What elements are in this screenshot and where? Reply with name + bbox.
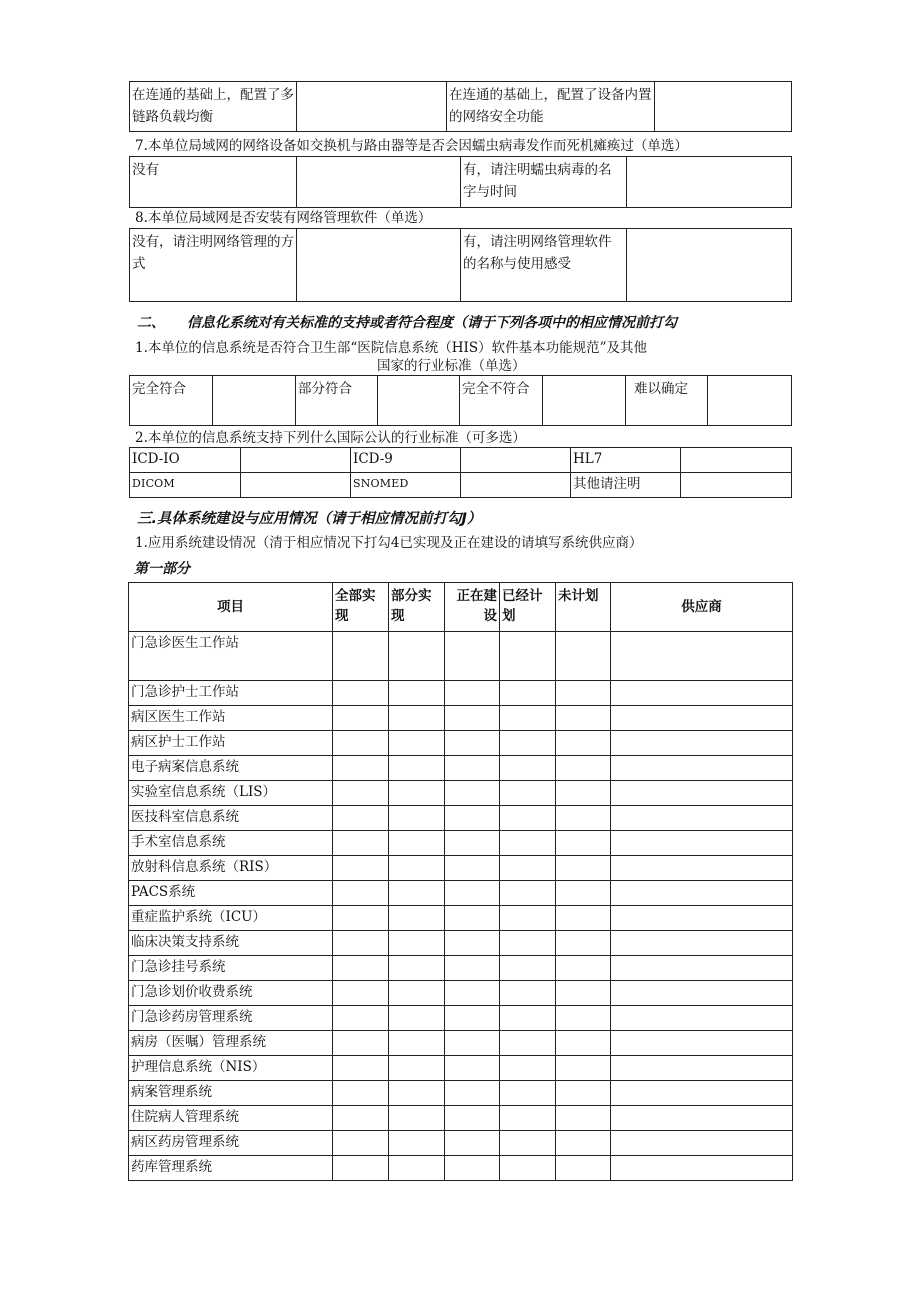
blank-cell[interactable] xyxy=(543,376,626,426)
check-cell-partial[interactable] xyxy=(389,681,445,706)
check-cell-planned[interactable] xyxy=(500,731,556,756)
vendor-cell[interactable] xyxy=(611,706,793,731)
vendor-cell[interactable] xyxy=(611,1006,793,1031)
system-name: 病区药房管理系统 xyxy=(129,1131,333,1156)
check-cell-building[interactable] xyxy=(445,1056,500,1081)
col-building: 正在建设 xyxy=(445,583,500,632)
table-row xyxy=(129,1006,793,1031)
check-cell-building[interactable] xyxy=(445,1106,500,1131)
check-cell-partial[interactable] xyxy=(389,1031,445,1056)
option-multi-link[interactable]: 在连通的基础上，配置了多链路负载均衡 xyxy=(130,82,297,132)
check-cell-unplanned[interactable] xyxy=(556,1031,611,1056)
check-cell-partial[interactable] xyxy=(389,1081,445,1106)
vendor-cell[interactable] xyxy=(611,1106,793,1131)
col-planned: 已经计划 xyxy=(500,583,556,632)
check-cell-unplanned[interactable] xyxy=(556,881,611,906)
q8-text: 8.本单位局域网是否安装有网络管理软件（单选） xyxy=(135,210,432,226)
check-cell-planned[interactable] xyxy=(500,681,556,706)
table-row xyxy=(129,1081,793,1106)
table-row xyxy=(129,831,793,856)
option-partial-comply[interactable]: 部分符合 xyxy=(296,376,378,426)
table-row xyxy=(129,806,793,831)
vendor-cell[interactable] xyxy=(611,1056,793,1081)
check-cell-full[interactable] xyxy=(333,1156,389,1181)
system-name: 门急诊医生工作站 xyxy=(129,632,333,681)
section2-title: 信息化系统对有关标准的支持或者符合程度（请于下列各项中的相应情况前打勾 xyxy=(187,315,677,331)
check-cell-planned[interactable] xyxy=(500,1031,556,1056)
system-name: 重症监护系统（ICU） xyxy=(129,906,333,931)
check-cell-partial[interactable] xyxy=(389,1056,445,1081)
check-cell-building[interactable] xyxy=(445,956,500,981)
vendor-cell[interactable] xyxy=(611,1131,793,1156)
table-row xyxy=(129,881,793,906)
system-name: 门急诊划价收费系统 xyxy=(129,981,333,1006)
check-cell-planned[interactable] xyxy=(500,781,556,806)
check-cell-partial[interactable] xyxy=(389,806,445,831)
col-full: 全部实现 xyxy=(333,583,389,632)
check-cell-building[interactable] xyxy=(445,632,500,681)
std-dicom[interactable]: DICOM xyxy=(130,473,241,498)
check-cell-building[interactable] xyxy=(445,706,500,731)
check-cell-unplanned[interactable] xyxy=(556,806,611,831)
std-snomed[interactable]: SNOMED xyxy=(351,473,461,498)
check-cell-full[interactable] xyxy=(333,1131,389,1156)
check-cell-partial[interactable] xyxy=(389,1156,445,1181)
vendor-cell[interactable] xyxy=(611,956,793,981)
blank-cell[interactable] xyxy=(655,82,792,132)
check-cell-planned[interactable] xyxy=(500,756,556,781)
col-unplanned: 未计划 xyxy=(556,583,611,632)
check-cell-partial[interactable] xyxy=(389,856,445,881)
section3-title: 三.具体系统建设与应用情况（请于相应情况前打勾J） xyxy=(137,511,482,527)
check-cell-planned[interactable] xyxy=(500,981,556,1006)
std-icd10[interactable]: ICD-IO xyxy=(130,448,241,473)
system-name: 实验室信息系统（LIS） xyxy=(129,781,333,806)
check-cell-planned[interactable] xyxy=(500,956,556,981)
check-cell-full[interactable] xyxy=(333,1056,389,1081)
system-name: 护理信息系统（NIS） xyxy=(129,1056,333,1081)
check-cell-partial[interactable] xyxy=(389,1106,445,1131)
check-cell-full[interactable] xyxy=(333,706,389,731)
check-cell-unplanned[interactable] xyxy=(556,632,611,681)
check-cell-building[interactable] xyxy=(445,1131,500,1156)
vendor-cell[interactable] xyxy=(611,806,793,831)
check-cell-unplanned[interactable] xyxy=(556,781,611,806)
blank-cell[interactable] xyxy=(461,448,571,473)
table-row xyxy=(129,1131,793,1156)
check-cell-planned[interactable] xyxy=(500,1056,556,1081)
s2-q1-line1: 1.本单位的信息系统是否符合卫生部“医院信息系统（HIS）软件基本功能规范”及其他 xyxy=(135,340,648,356)
col-partial: 部分实现 xyxy=(389,583,445,632)
system-name: 病房（医嘱）管理系统 xyxy=(129,1031,333,1056)
vendor-cell[interactable] xyxy=(611,1031,793,1056)
check-cell-partial[interactable] xyxy=(389,1131,445,1156)
check-cell-planned[interactable] xyxy=(500,706,556,731)
check-cell-building[interactable] xyxy=(445,831,500,856)
check-cell-planned[interactable] xyxy=(500,856,556,881)
system-name: 医技科室信息系统 xyxy=(129,806,333,831)
vendor-cell[interactable] xyxy=(611,681,793,706)
check-cell-building[interactable] xyxy=(445,1156,500,1181)
system-name: 病区护士工作站 xyxy=(129,731,333,756)
blank-cell[interactable] xyxy=(297,157,461,208)
option-not-comply[interactable]: 完全不符合 xyxy=(460,376,543,426)
check-cell-unplanned[interactable] xyxy=(556,1081,611,1106)
check-cell-unplanned[interactable] xyxy=(556,756,611,781)
vendor-cell[interactable] xyxy=(611,881,793,906)
table-row xyxy=(129,1156,793,1181)
blank-cell[interactable] xyxy=(627,229,792,302)
check-cell-building[interactable] xyxy=(445,1006,500,1031)
check-cell-partial[interactable] xyxy=(389,881,445,906)
q7-no[interactable]: 没有 xyxy=(130,157,297,208)
check-cell-unplanned[interactable] xyxy=(556,1156,611,1181)
check-cell-partial[interactable] xyxy=(389,731,445,756)
s2-q1-line2: 国家的行业标准（单选） xyxy=(377,358,526,374)
check-cell-full[interactable] xyxy=(333,731,389,756)
check-cell-unplanned[interactable] xyxy=(556,981,611,1006)
blank-cell[interactable] xyxy=(241,473,351,498)
s2-q2-text: 2.本单位的信息系统支持下列什么国际公认的行业标准（可多选） xyxy=(135,430,526,446)
vendor-cell[interactable] xyxy=(611,856,793,881)
vendor-cell[interactable] xyxy=(611,906,793,931)
system-name: 放射科信息系统（RIS） xyxy=(129,856,333,881)
blank-cell[interactable] xyxy=(297,82,447,132)
table-row xyxy=(129,1106,793,1131)
system-name: 病案管理系统 xyxy=(129,1081,333,1106)
vendor-cell[interactable] xyxy=(611,981,793,1006)
option-security[interactable]: 在连通的基础上，配置了设备内置的网络安全功能 xyxy=(447,82,655,132)
system-name: 门急诊挂号系统 xyxy=(129,956,333,981)
section2-num: 二、 xyxy=(137,315,165,331)
system-name: PACS系统 xyxy=(129,881,333,906)
check-cell-full[interactable] xyxy=(333,856,389,881)
s2-q2-table xyxy=(129,447,792,498)
check-cell-full[interactable] xyxy=(333,831,389,856)
col-vendor: 供应商 xyxy=(611,583,793,632)
systems-table xyxy=(128,582,793,1181)
check-cell-unplanned[interactable] xyxy=(556,706,611,731)
check-cell-full[interactable] xyxy=(333,956,389,981)
blank-cell[interactable] xyxy=(627,157,792,208)
check-cell-planned[interactable] xyxy=(500,1006,556,1031)
network-config-table xyxy=(129,81,792,132)
q7-text: 7.本单位局域网的网络设备如交换机与路由器等是否会因蠕虫病毒发作而死机瘫痪过（单选） xyxy=(135,138,688,154)
check-cell-full[interactable] xyxy=(333,1006,389,1031)
check-cell-full[interactable] xyxy=(333,781,389,806)
check-cell-partial[interactable] xyxy=(389,981,445,1006)
check-cell-full[interactable] xyxy=(333,1031,389,1056)
check-cell-partial[interactable] xyxy=(389,906,445,931)
check-cell-building[interactable] xyxy=(445,1081,500,1106)
check-cell-partial[interactable] xyxy=(389,1006,445,1031)
systems-body xyxy=(129,632,793,1181)
check-cell-partial[interactable] xyxy=(389,931,445,956)
table-row xyxy=(129,706,793,731)
check-cell-full[interactable] xyxy=(333,806,389,831)
blank-cell[interactable] xyxy=(681,448,792,473)
option-full-comply[interactable]: 完全符合 xyxy=(130,376,213,426)
blank-cell[interactable] xyxy=(681,473,792,498)
system-name: 住院病人管理系统 xyxy=(129,1106,333,1131)
table-row xyxy=(129,756,793,781)
check-cell-building[interactable] xyxy=(445,1031,500,1056)
vendor-cell[interactable] xyxy=(611,781,793,806)
check-cell-building[interactable] xyxy=(445,681,500,706)
table-row xyxy=(129,1056,793,1081)
blank-cell[interactable] xyxy=(241,448,351,473)
system-name: 手术室信息系统 xyxy=(129,831,333,856)
check-cell-planned[interactable] xyxy=(500,931,556,956)
q8-no[interactable]: 没有，请注明网络管理的方式 xyxy=(130,229,297,302)
check-cell-building[interactable] xyxy=(445,881,500,906)
table-row xyxy=(129,731,793,756)
vendor-cell[interactable] xyxy=(611,1081,793,1106)
check-cell-full[interactable] xyxy=(333,1106,389,1131)
check-cell-building[interactable] xyxy=(445,856,500,881)
q8-yes[interactable]: 有，请注明网络管理软件的名称与使用感受 xyxy=(461,229,627,302)
vendor-cell[interactable] xyxy=(611,831,793,856)
check-cell-planned[interactable] xyxy=(500,806,556,831)
table-row xyxy=(129,781,793,806)
system-name: 临床决策支持系统 xyxy=(129,931,333,956)
check-cell-building[interactable] xyxy=(445,931,500,956)
blank-cell[interactable] xyxy=(213,376,296,426)
table-row xyxy=(129,981,793,1006)
check-cell-planned[interactable] xyxy=(500,906,556,931)
check-cell-building[interactable] xyxy=(445,906,500,931)
check-cell-building[interactable] xyxy=(445,756,500,781)
blank-cell[interactable] xyxy=(297,229,461,302)
check-cell-partial[interactable] xyxy=(389,632,445,681)
check-cell-building[interactable] xyxy=(445,731,500,756)
check-cell-full[interactable] xyxy=(333,881,389,906)
section2-heading xyxy=(137,312,677,332)
check-cell-unplanned[interactable] xyxy=(556,1131,611,1156)
check-cell-building[interactable] xyxy=(445,981,500,1006)
check-cell-full[interactable] xyxy=(333,632,389,681)
option-unsure[interactable]: 难以确定 xyxy=(626,376,708,426)
check-cell-planned[interactable] xyxy=(500,831,556,856)
check-cell-unplanned[interactable] xyxy=(556,906,611,931)
check-cell-unplanned[interactable] xyxy=(556,856,611,881)
std-icd9[interactable]: ICD-9 xyxy=(351,448,461,473)
col-item: 项目 xyxy=(129,583,333,632)
table-row xyxy=(129,856,793,881)
s2-q1-table xyxy=(129,375,792,426)
check-cell-planned[interactable] xyxy=(500,632,556,681)
check-cell-unplanned[interactable] xyxy=(556,956,611,981)
check-cell-planned[interactable] xyxy=(500,881,556,906)
check-cell-unplanned[interactable] xyxy=(556,831,611,856)
std-hl7[interactable]: HL7 xyxy=(571,448,681,473)
check-cell-unplanned[interactable] xyxy=(556,1106,611,1131)
check-cell-unplanned[interactable] xyxy=(556,1006,611,1031)
table-row xyxy=(129,906,793,931)
check-cell-unplanned[interactable] xyxy=(556,681,611,706)
table-row xyxy=(129,1031,793,1056)
system-name: 病区医生工作站 xyxy=(129,706,333,731)
check-cell-unplanned[interactable] xyxy=(556,1056,611,1081)
q8-table xyxy=(129,228,792,302)
check-cell-unplanned[interactable] xyxy=(556,931,611,956)
check-cell-unplanned[interactable] xyxy=(556,731,611,756)
std-other[interactable]: 其他请注明 xyxy=(571,473,681,498)
table-row xyxy=(129,632,793,681)
system-name: 门急诊药房管理系统 xyxy=(129,1006,333,1031)
q7-table xyxy=(129,156,792,208)
vendor-cell[interactable] xyxy=(611,756,793,781)
check-cell-planned[interactable] xyxy=(500,1131,556,1156)
check-cell-partial[interactable] xyxy=(389,781,445,806)
check-cell-full[interactable] xyxy=(333,756,389,781)
check-cell-full[interactable] xyxy=(333,931,389,956)
vendor-cell[interactable] xyxy=(611,1156,793,1181)
table-row xyxy=(129,681,793,706)
check-cell-full[interactable] xyxy=(333,681,389,706)
check-cell-full[interactable] xyxy=(333,981,389,1006)
system-name: 门急诊护士工作站 xyxy=(129,681,333,706)
vendor-cell[interactable] xyxy=(611,931,793,956)
check-cell-full[interactable] xyxy=(333,906,389,931)
blank-cell[interactable] xyxy=(378,376,460,426)
vendor-cell[interactable] xyxy=(611,731,793,756)
table-row xyxy=(129,931,793,956)
check-cell-partial[interactable] xyxy=(389,706,445,731)
system-name: 电子病案信息系统 xyxy=(129,756,333,781)
s3-q1-text: 1.应用系统建设情况（清于相应情况下打勾4已实现及正在建设的请填写系统供应商） xyxy=(135,535,643,551)
system-name: 药库管理系统 xyxy=(129,1156,333,1181)
check-cell-planned[interactable] xyxy=(500,1106,556,1131)
blank-cell[interactable] xyxy=(461,473,571,498)
check-cell-partial[interactable] xyxy=(389,831,445,856)
q7-yes[interactable]: 有，请注明蠕虫病毒的名字与时间 xyxy=(461,157,627,208)
check-cell-building[interactable] xyxy=(445,806,500,831)
blank-cell[interactable] xyxy=(708,376,792,426)
table-row xyxy=(129,956,793,981)
vendor-cell[interactable] xyxy=(611,632,793,681)
check-cell-building[interactable] xyxy=(445,781,500,806)
check-cell-partial[interactable] xyxy=(389,956,445,981)
check-cell-partial[interactable] xyxy=(389,756,445,781)
check-cell-full[interactable] xyxy=(333,1081,389,1106)
check-cell-planned[interactable] xyxy=(500,1081,556,1106)
part-label: 第一部分 xyxy=(134,561,190,577)
check-cell-planned[interactable] xyxy=(500,1156,556,1181)
